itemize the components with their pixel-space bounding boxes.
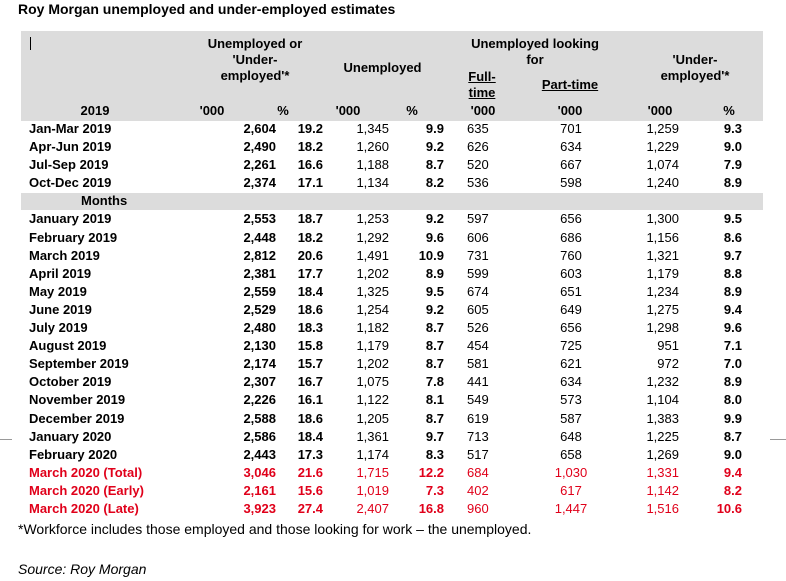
table-cell: 9.6 (425, 229, 444, 245)
table-cell: 605 (467, 301, 489, 317)
table-cell: 19.2 (297, 121, 323, 136)
table-cell: 1,361 (356, 428, 389, 444)
table-cell: 1,516 (646, 500, 679, 516)
table-cell: 1,491 (356, 247, 389, 263)
table-row (21, 500, 763, 518)
table-cell: 3,046 (243, 464, 276, 480)
table-row (21, 229, 763, 247)
table-cell: 1,179 (646, 265, 679, 281)
table-cell: 1,254 (356, 301, 389, 317)
table-cell: 10.9 (418, 247, 444, 263)
table-cell: 1,321 (646, 247, 679, 263)
row-label: February 2019 (29, 229, 118, 245)
table-cell: 1,202 (356, 356, 389, 372)
table-cell: 18.3 (297, 320, 323, 336)
table-cell: 9.6 (723, 320, 742, 336)
table-cell: 972 (657, 356, 679, 372)
table-cell: 8.2 (425, 175, 444, 191)
table-cell: 1,225 (646, 428, 679, 444)
table-cell: 517 (467, 446, 489, 462)
row-label: Apr-Jun 2019 (29, 139, 112, 155)
row-label: May 2019 (29, 283, 87, 299)
table-cell: 686 (560, 229, 582, 245)
table-cell: 684 (467, 464, 489, 480)
table-cell: 587 (560, 410, 582, 426)
table-cell: 1,019 (356, 482, 389, 498)
unit-g1-pct: % (277, 103, 289, 118)
unit-g2-pct: % (406, 103, 418, 118)
table-cell: 2,490 (243, 139, 276, 155)
header-g1-line1: Unemployed or (207, 36, 303, 51)
table-cell: 526 (467, 320, 489, 336)
table-cell: 549 (467, 392, 489, 408)
header-part-time: Part-time (541, 77, 599, 92)
source-note: Source: Roy Morgan (18, 561, 147, 577)
table-cell: 9.5 (425, 283, 444, 299)
table-cell: 8.0 (723, 392, 742, 408)
table-cell: 8.8 (723, 265, 742, 281)
table-cell: 1,030 (554, 464, 588, 480)
row-label: Jan-Mar 2019 (29, 121, 112, 136)
table-cell: 626 (467, 139, 489, 155)
table-cell: 12.2 (418, 464, 444, 480)
table-row (21, 391, 763, 409)
table-row (21, 283, 763, 301)
table-cell: 8.7 (425, 410, 444, 426)
row-label: October 2019 (29, 374, 112, 390)
row-label: July 2019 (29, 320, 88, 336)
row-label: June 2019 (29, 301, 92, 317)
unit-fulltime-count: '000 (470, 103, 496, 118)
footnote: *Workforce includes those employed and those looking for work – the unemployed. (18, 521, 532, 537)
table-cell: 573 (560, 392, 582, 408)
table-cell: 9.2 (425, 301, 444, 317)
table-cell: 9.5 (723, 211, 742, 227)
header-g1-line2: 'Under- (232, 52, 278, 67)
row-label: August 2019 (29, 338, 107, 354)
table-row (21, 120, 763, 138)
table-cell: 1,104 (646, 392, 679, 408)
row-label: March 2020 (Late) (29, 500, 139, 516)
table-cell: 9.7 (723, 247, 742, 263)
table-cell: 9.9 (425, 121, 444, 136)
header-g4-line2: employed'* (660, 68, 730, 83)
table-cell: 9.7 (425, 428, 444, 444)
table-cell: 17.7 (297, 265, 323, 281)
table-cell: 402 (467, 482, 489, 498)
table-cell: 1,075 (356, 374, 389, 390)
table-cell: 18.2 (297, 139, 323, 155)
table-cell: 8.7 (425, 157, 444, 173)
table-cell: 16.7 (297, 374, 323, 390)
table-cell: 1,345 (356, 121, 389, 136)
header-g1-line3: employed'* (220, 68, 290, 83)
header-full-time-line2: time (468, 85, 496, 100)
table-cell: 15.6 (297, 482, 323, 498)
table-row (21, 337, 763, 355)
table-cell: 536 (467, 175, 489, 191)
table-row (21, 428, 763, 446)
table-row (21, 156, 763, 174)
header-underemployed (630, 52, 760, 84)
table-cell: 2,604 (243, 121, 276, 136)
table-cell: 2,586 (243, 428, 276, 444)
table-cell: 18.7 (297, 211, 323, 227)
table-cell: 1,331 (646, 464, 679, 480)
table-cell: 725 (560, 338, 582, 354)
table-cell: 2,261 (243, 157, 276, 173)
table-cell: 603 (560, 265, 582, 281)
table-cell: 651 (560, 283, 582, 299)
table-cell: 9.4 (723, 301, 742, 317)
table-cell: 599 (467, 265, 489, 281)
table-cell: 2,812 (243, 247, 276, 263)
table-row (21, 210, 763, 228)
table-cell: 15.7 (297, 356, 323, 372)
divider-right (770, 439, 786, 440)
table-cell: 1,232 (646, 374, 679, 390)
table-cell: 1,134 (356, 175, 389, 191)
table-cell: 8.7 (723, 428, 742, 444)
table-cell: 16.8 (418, 500, 444, 516)
table-cell: 606 (467, 229, 489, 245)
table-cell: 18.4 (297, 428, 323, 444)
unit-g4-pct: % (723, 103, 735, 118)
table-cell: 8.9 (723, 175, 742, 191)
table-cell: 648 (560, 428, 582, 444)
table-row (21, 247, 763, 265)
page-title: Roy Morgan unemployed and under-employed estimates (18, 1, 396, 17)
row-label: Jul-Sep 2019 (29, 157, 109, 173)
table-row (21, 174, 763, 192)
table-cell: 18.4 (297, 283, 323, 299)
row-label: January 2019 (29, 211, 112, 227)
header-year: 2019 (80, 103, 110, 118)
table-cell: 1,260 (356, 139, 389, 155)
row-label: December 2019 (29, 410, 125, 426)
table-cell: 8.9 (425, 265, 444, 281)
table-cell: 2,161 (243, 482, 276, 498)
table-cell: 1,156 (646, 229, 679, 245)
table-cell: 1,253 (356, 211, 389, 227)
table-cell: 667 (560, 157, 582, 173)
table-cell: 2,480 (243, 320, 276, 336)
table-cell: 16.1 (297, 392, 323, 408)
unit-parttime-count: '000 (557, 103, 583, 118)
header-unemployed-looking-for (445, 36, 625, 68)
table-row (21, 373, 763, 391)
table-cell: 9.0 (723, 139, 742, 155)
table-cell: 598 (560, 175, 582, 191)
row-label: Oct-Dec 2019 (29, 175, 112, 191)
unit-g4-count: '000 (647, 103, 673, 118)
table-cell: 7.1 (723, 338, 742, 354)
header-full-time-line1: Full- (468, 69, 496, 84)
table-cell: 8.2 (723, 482, 742, 498)
table-cell: 27.4 (297, 500, 323, 516)
table-cell: 7.3 (425, 482, 444, 498)
table-row (21, 138, 763, 156)
table-cell: 1,182 (356, 320, 389, 336)
data-table-body (21, 120, 763, 518)
table-cell: 2,529 (243, 301, 276, 317)
table-cell: 649 (560, 301, 582, 317)
table-cell: 520 (467, 157, 489, 173)
header-g4-line1: 'Under- (672, 52, 718, 67)
table-cell: 1,179 (356, 338, 389, 354)
table-cell: 1,383 (646, 410, 679, 426)
table-cell: 1,325 (356, 283, 389, 299)
table-row (21, 319, 763, 337)
table-cell: 2,381 (243, 265, 276, 281)
table-cell: 15.8 (297, 338, 323, 354)
table-cell: 2,174 (243, 356, 276, 372)
table-cell: 1,202 (356, 265, 389, 281)
table-cell: 2,130 (243, 338, 276, 354)
unit-g1-count: '000 (199, 103, 225, 118)
table-cell: 8.3 (425, 446, 444, 462)
table-cell: 21.6 (297, 464, 323, 480)
table-cell: 9.9 (723, 410, 742, 426)
header-full-time (462, 69, 502, 101)
table-row (21, 301, 763, 319)
table-cell: 951 (657, 338, 679, 354)
table-cell: 1,275 (646, 301, 679, 317)
table-cell: 20.6 (297, 247, 323, 263)
table-cell: 8.6 (723, 229, 742, 245)
divider-left (0, 439, 12, 440)
table-cell: 621 (560, 356, 582, 372)
table-cell: 7.8 (425, 374, 444, 390)
row-label: February 2020 (29, 446, 118, 462)
table-cell: 1,715 (356, 464, 389, 480)
table-cell: 2,307 (243, 374, 276, 390)
table-cell: 8.7 (425, 320, 444, 336)
table-cell: 9.2 (425, 139, 444, 155)
table-cell: 1,298 (646, 320, 679, 336)
table-cell: 7.0 (723, 356, 742, 372)
table-cell: 1,259 (646, 121, 679, 136)
table-cell: 1,447 (554, 500, 588, 516)
table-cell: 960 (467, 500, 489, 516)
unit-g2-count: '000 (335, 103, 361, 118)
table-cell: 634 (560, 139, 582, 155)
header-unemployed-or-underemployed (180, 36, 330, 84)
table-cell: 10.6 (716, 500, 742, 516)
table-cell: 2,226 (243, 392, 276, 408)
table-cell: 9.3 (723, 121, 742, 136)
table-cell: 656 (560, 211, 582, 227)
table-cell: 8.9 (723, 283, 742, 299)
table-row (21, 464, 763, 482)
table-cell: 18.6 (297, 301, 323, 317)
row-label: Months (81, 193, 128, 209)
table-cell: 1,074 (646, 157, 679, 173)
table-cell: 8.7 (425, 338, 444, 354)
table-cell: 1,122 (356, 392, 389, 408)
row-label: March 2020 (Early) (29, 482, 144, 498)
table-cell: 1,142 (646, 482, 679, 498)
table-cell: 9.4 (723, 464, 742, 480)
table-cell: 8.9 (723, 374, 742, 390)
table-cell: 1,269 (646, 446, 679, 462)
row-label: March 2019 (29, 247, 100, 263)
table-cell: 635 (467, 121, 489, 136)
row-label: April 2019 (29, 265, 92, 281)
table-cell: 1,188 (356, 157, 389, 173)
table-cell: 1,229 (646, 139, 679, 155)
table-cell: 2,443 (243, 446, 276, 462)
table-cell: 1,292 (356, 229, 389, 245)
table-cell: 701 (560, 121, 582, 136)
section-row (21, 192, 763, 210)
table-cell: 1,205 (356, 410, 389, 426)
table-cell: 9.2 (425, 211, 444, 227)
row-label: November 2019 (29, 392, 126, 408)
table-cell: 1,174 (356, 446, 389, 462)
table-cell: 17.1 (297, 175, 323, 191)
table-cell: 17.3 (297, 446, 323, 462)
table-cell: 454 (467, 338, 489, 354)
table-cell: 18.2 (297, 229, 323, 245)
table-cell: 581 (467, 356, 489, 372)
header-g3-line1: Unemployed looking (471, 36, 599, 51)
header-g3-line2: for (526, 52, 544, 67)
table-cell: 2,374 (243, 175, 276, 191)
table-row (21, 410, 763, 428)
text-cursor (30, 37, 31, 50)
row-label: March 2020 (Total) (29, 464, 143, 480)
table-cell: 1,300 (646, 211, 679, 227)
table-cell: 713 (467, 428, 489, 444)
table-cell: 7.9 (723, 157, 742, 173)
table-cell: 2,588 (243, 410, 276, 426)
table-cell: 9.0 (723, 446, 742, 462)
table-cell: 760 (560, 247, 582, 263)
table-cell: 619 (467, 410, 489, 426)
table-row (21, 265, 763, 283)
row-label: September 2019 (29, 356, 129, 372)
table-cell: 2,448 (243, 229, 276, 245)
table-cell: 2,553 (243, 211, 276, 227)
table-cell: 674 (467, 283, 489, 299)
table-cell: 441 (467, 374, 489, 390)
table-cell: 8.1 (425, 392, 444, 408)
table-row (21, 355, 763, 373)
table-cell: 2,407 (356, 500, 389, 516)
header-unemployed: Unemployed (343, 60, 422, 75)
table-cell: 634 (560, 374, 582, 390)
table-cell: 18.6 (297, 410, 323, 426)
table-cell: 658 (560, 446, 582, 462)
table-cell: 617 (560, 482, 582, 498)
table-cell: 656 (560, 320, 582, 336)
table-cell: 1,234 (646, 283, 679, 299)
table-row (21, 482, 763, 500)
table-cell: 1,240 (646, 175, 679, 191)
table-cell: 731 (467, 247, 489, 263)
table-cell: 16.6 (297, 157, 323, 173)
table-cell: 597 (467, 211, 489, 227)
table-cell: 8.7 (425, 356, 444, 372)
row-label: January 2020 (29, 428, 112, 444)
table-row (21, 446, 763, 464)
table-cell: 2,559 (243, 283, 276, 299)
table-cell: 3,923 (243, 500, 276, 516)
